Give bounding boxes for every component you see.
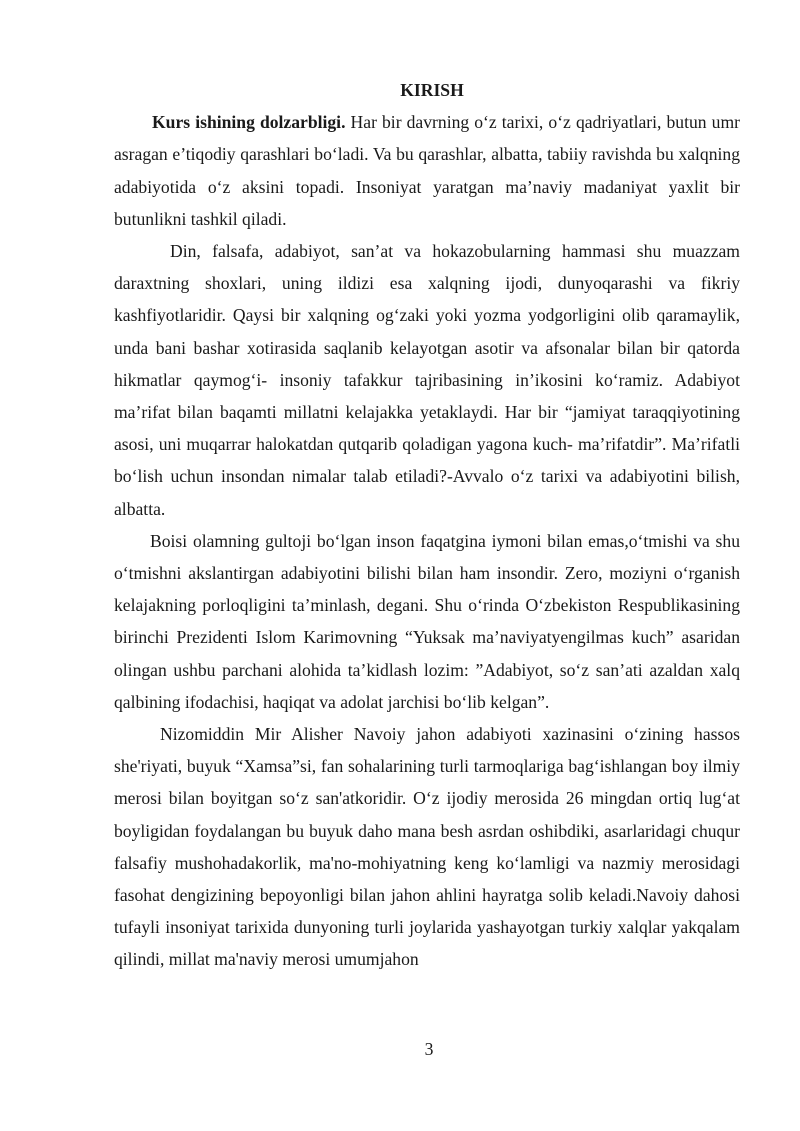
page-number: 3: [424, 1039, 434, 1059]
paragraph-lead: Kurs ishining dolzarbligi.: [152, 112, 346, 133]
paragraph-human-past: Boisi olamning gultoji bo‘lgan inson faqatgina iymoni bilan emas,o‘tmishi va shu o‘tmishni akslantirgan adabiyotini bilishi bilan ham insondir. Zero, moziyni o‘rganish kelajakning porloqligini ta’minlash, degani. Shu o‘rinda O‘zbekiston Respublikasining birinchi Prezidenti Islom Karimovning “Yuksak ma’naviyatyengilmas kuch” asaridan olingan ushbu parchani alohida ta’kidlash lozim: ”Adabiyot, so‘z san’ati azaldan xalq qalbining ifodachisi, haqiqat va adolat jarchisi bo‘lib kelgan”.: [114, 530, 740, 712]
section-title: KIRISH: [400, 80, 464, 100]
paragraph-navoiy: Nizomiddin Mir Alisher Navoiy jahon adabiyoti xazinasini o‘zining hassos she'riyati, buyuk “Xamsa”si, fan sohalarining turli tarmoqlariga bag‘ishlangan boy ilmiy merosi bilan boyitgan so‘z san'atkoridir. O‘z ijodiy merosida 26 mingdan ortiq lug‘at boyligidan foydalangan bu buyuk daho mana besh asrdan oshibdiki, asarlaridagi chuqur falsafiy mushohadakorlik, ma'no-mohiyatning keng ko‘lamligi va nazmiy merosidagi fasohat dengizining bepoyonligi bilan jahon ahlini hayratga solib keladi.Navoiy dahosi tufayli insoniyat tarixida dunyoning turli joylarida yashayotgan turkiy xalqlar yakqalam qilindi, millat ma'naviy merosi umumjahon: [114, 724, 740, 970]
page-content: [114, 74, 740, 976]
paragraph-text: Har bir davrning o‘z tarixi, o‘z qadriyatlari, butun umr asragan e’tiqodiy qarashlari bo‘ladi. Va bu qarashlar, albatta, tabiiy ravishda bu xalqning adabiyotida o‘z aksini topadi. Insoniyat yaratgan ma’naviy madaniyat yaxlit bir butunlikni tashkil qiladi.: [114, 112, 740, 229]
paragraph-relevance: [114, 106, 740, 235]
paragraph-religion-philosophy: Din, falsafa, adabiyot, san’at va hokazobularning hammasi shu muazzam daraxtning shoxlari, uning ildizi esa xalqning ijodi, dunyoqarashi va fikriy kashfiyotlaridir. Qaysi bir xalqning og‘zaki yoki yozma yodgorligini olib qaramaylik, unda bani bashar xotirasida saqlanib kelayotgan asotir va afsonalar bilan bir qatorda hikmatlar qaymog‘i- insoniy tafakkur tajribasining in’ikosini ko‘ramiz. Adabiyot ma’rifat bilan baqamti millatni kelajakka yetaklaydi. Har bir “jamiyat taraqqiyotining asosi, uni muqarrar halokatdan qutqarib qoladigan yagona kuch- ma’rifatdir”. Ma’rifatli bo‘lish uchun insondan nimalar talab etiladi?-Avvalo o‘z tarixi va adabiyotini bilish, albatta.: [114, 241, 740, 519]
